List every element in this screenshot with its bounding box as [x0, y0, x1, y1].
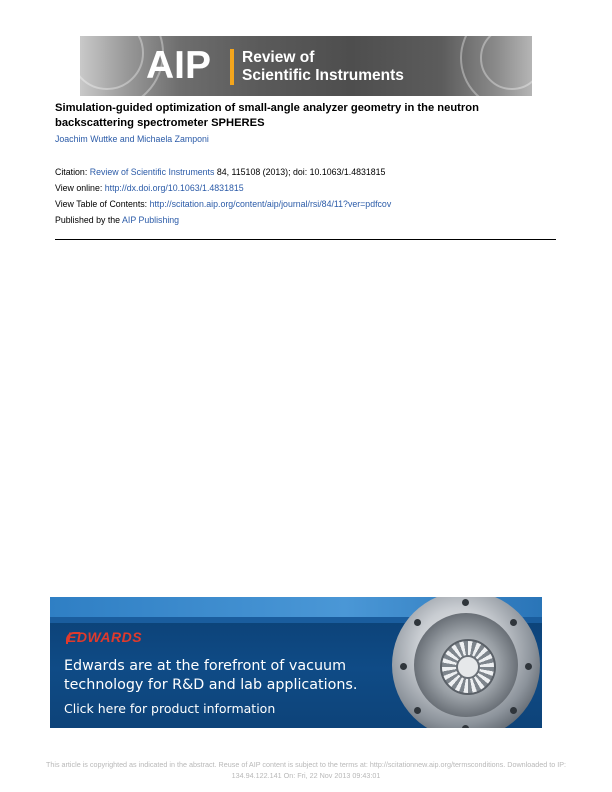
article-title: Simulation-guided optimization of small-angle analyzer geometry in the neutron backscattering spectrometer SPHERES — [55, 102, 479, 129]
journal-name — [242, 49, 404, 85]
flange-bolt-icon — [462, 725, 469, 728]
toc-link[interactable]: http://scitation.aip.org/content/aip/journal/rsi/84/11?ver=pdfcov — [149, 199, 392, 209]
flange-bolt-icon — [525, 663, 532, 670]
flange-bolt-icon — [510, 619, 517, 626]
author-list-link[interactable]: Joachim Wuttke and Michaela Zamponi — [55, 134, 209, 144]
view-online-link[interactable]: http://dx.doi.org/10.1063/1.4831815 — [104, 183, 244, 193]
ad-headline-line2: technology for R&D and lab applications. — [64, 677, 358, 693]
banner-divider-bar — [230, 49, 234, 85]
flange-bolt-icon — [414, 707, 421, 714]
publisher-link[interactable]: AIP Publishing — [122, 215, 180, 225]
toc-line — [55, 199, 391, 209]
citation-label: Citation: — [55, 167, 88, 177]
flange-bolt-icon — [462, 599, 469, 606]
vacuum-flange-image — [392, 597, 540, 728]
view-online-label: View online: — [55, 183, 103, 193]
ad-headline — [64, 657, 364, 695]
aip-logo: AIP — [146, 44, 212, 87]
ad-headline-line1: Edwards are at the forefront of vacuum — [64, 658, 346, 674]
publisher-label: Published by the — [55, 215, 121, 225]
journal-banner[interactable] — [80, 36, 532, 96]
citation-line — [55, 167, 385, 177]
flange-bolt-icon — [414, 619, 421, 626]
copyright-footer — [0, 759, 612, 781]
view-online-line — [55, 183, 244, 193]
edwards-advertisement[interactable] — [50, 597, 542, 728]
journal-name-line2: Scientific Instruments — [242, 67, 404, 84]
rotor-hub — [456, 655, 480, 679]
citation-journal-link[interactable]: Review of Scientific Instruments — [89, 167, 215, 177]
product-information-link[interactable]: Click here for product information — [64, 701, 276, 716]
edwards-logo: EDWARDS — [67, 629, 143, 645]
footer-line2: 134.94.122.141 On: Fri, 22 Nov 2013 09:43:01 — [231, 771, 381, 780]
flange-bolt-icon — [510, 707, 517, 714]
journal-name-line1: Review of — [242, 49, 315, 66]
footer-line1: This article is copyrighted as indicated in the abstract. Reuse of AIP content is subject to the terms at: http://scitationnew.aip.org/termsconditions. Downloaded to IP: — [45, 760, 567, 769]
flange-bolt-icon — [400, 663, 407, 670]
header-divider — [55, 239, 556, 240]
toc-label: View Table of Contents: — [55, 199, 148, 209]
citation-details: 84, 115108 (2013); doi: 10.1063/1.4831815 — [216, 167, 386, 177]
publisher-line — [55, 215, 179, 225]
